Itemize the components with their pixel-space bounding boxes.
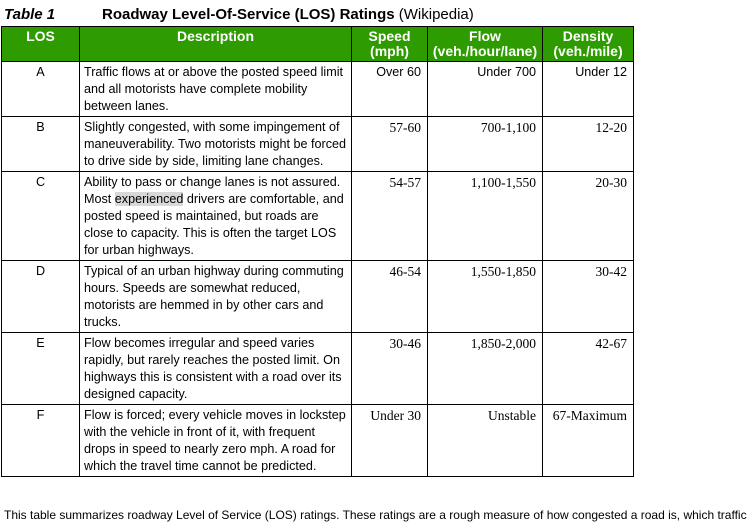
- speed-cell: 46-54: [352, 261, 428, 333]
- speed-cell: Over 60: [352, 62, 428, 117]
- header-description: Description: [80, 27, 352, 62]
- description-cell: Ability to pass or change lanes is not assured. Most experienced drivers are comfortable, and posted speed is maintained, but roads are close to capacity. This is often the target LOS for urban highways.: [80, 172, 352, 261]
- flow-cell: 1,100-1,550: [428, 172, 543, 261]
- density-cell: 67-Maximum: [543, 405, 634, 477]
- description-cell: Traffic flows at or above the posted speed limit and all motorists have complete mobility between lanes.: [80, 62, 352, 117]
- flow-cell: Under 700: [428, 62, 543, 117]
- los-cell: D: [2, 261, 80, 333]
- table-title-source: (Wikipedia): [398, 6, 474, 23]
- table-row: [2, 333, 634, 405]
- table-row: [2, 117, 634, 172]
- flow-cell: 1,550-1,850: [428, 261, 543, 333]
- table-label: Table 1: [4, 6, 56, 23]
- table-header-row: [2, 27, 634, 62]
- los-cell: B: [2, 117, 80, 172]
- speed-cell: 30-46: [352, 333, 428, 405]
- description-cell: Flow is forced; every vehicle moves in lockstep with the vehicle in front of it, with frequent drops in speed to nearly zero mph. A road for which the travel time cannot be predicted.: [80, 405, 352, 477]
- los-cell: E: [2, 333, 80, 405]
- table-row: [2, 62, 634, 117]
- table-title: [102, 6, 474, 23]
- footer-text: This table summarizes roadway Level of Service (LOS) ratings. These ratings are a rough measure of how congested a road is, which traffic: [4, 508, 747, 522]
- table-row: [2, 405, 634, 477]
- speed-cell: Under 30: [352, 405, 428, 477]
- speed-cell: 57-60: [352, 117, 428, 172]
- table-caption: [4, 6, 644, 26]
- los-cell: A: [2, 62, 80, 117]
- speed-cell: 54-57: [352, 172, 428, 261]
- header-speed: Speed (mph): [352, 27, 428, 62]
- flow-cell: Unstable: [428, 405, 543, 477]
- los-cell: C: [2, 172, 80, 261]
- highlighted-word: experienced: [114, 192, 184, 206]
- density-cell: 12-20: [543, 117, 634, 172]
- los-table: [1, 26, 634, 477]
- table-title-main: Roadway Level-Of-Service (LOS) Ratings: [102, 6, 395, 23]
- density-cell: 42-67: [543, 333, 634, 405]
- table-row: [2, 261, 634, 333]
- flow-cell: 1,850-2,000: [428, 333, 543, 405]
- description-cell: Flow becomes irregular and speed varies rapidly, but rarely reaches the posted limit. On highways this is consistent with a road over its designed capacity.: [80, 333, 352, 405]
- description-cell: Slightly congested, with some impingement of maneuverability. Two motorists might be forced to drive side by side, limiting lane changes.: [80, 117, 352, 172]
- los-cell: F: [2, 405, 80, 477]
- description-cell: Typical of an urban highway during commuting hours. Speeds are somewhat reduced, motorists are hemmed in by other cars and trucks.: [80, 261, 352, 333]
- header-flow: Flow (veh./hour/lane): [428, 27, 543, 62]
- table-row: [2, 172, 634, 261]
- density-cell: 30-42: [543, 261, 634, 333]
- density-cell: 20-30: [543, 172, 634, 261]
- flow-cell: 700-1,100: [428, 117, 543, 172]
- density-cell: Under 12: [543, 62, 634, 117]
- header-density: Density (veh./mile): [543, 27, 634, 62]
- header-los: LOS: [2, 27, 80, 62]
